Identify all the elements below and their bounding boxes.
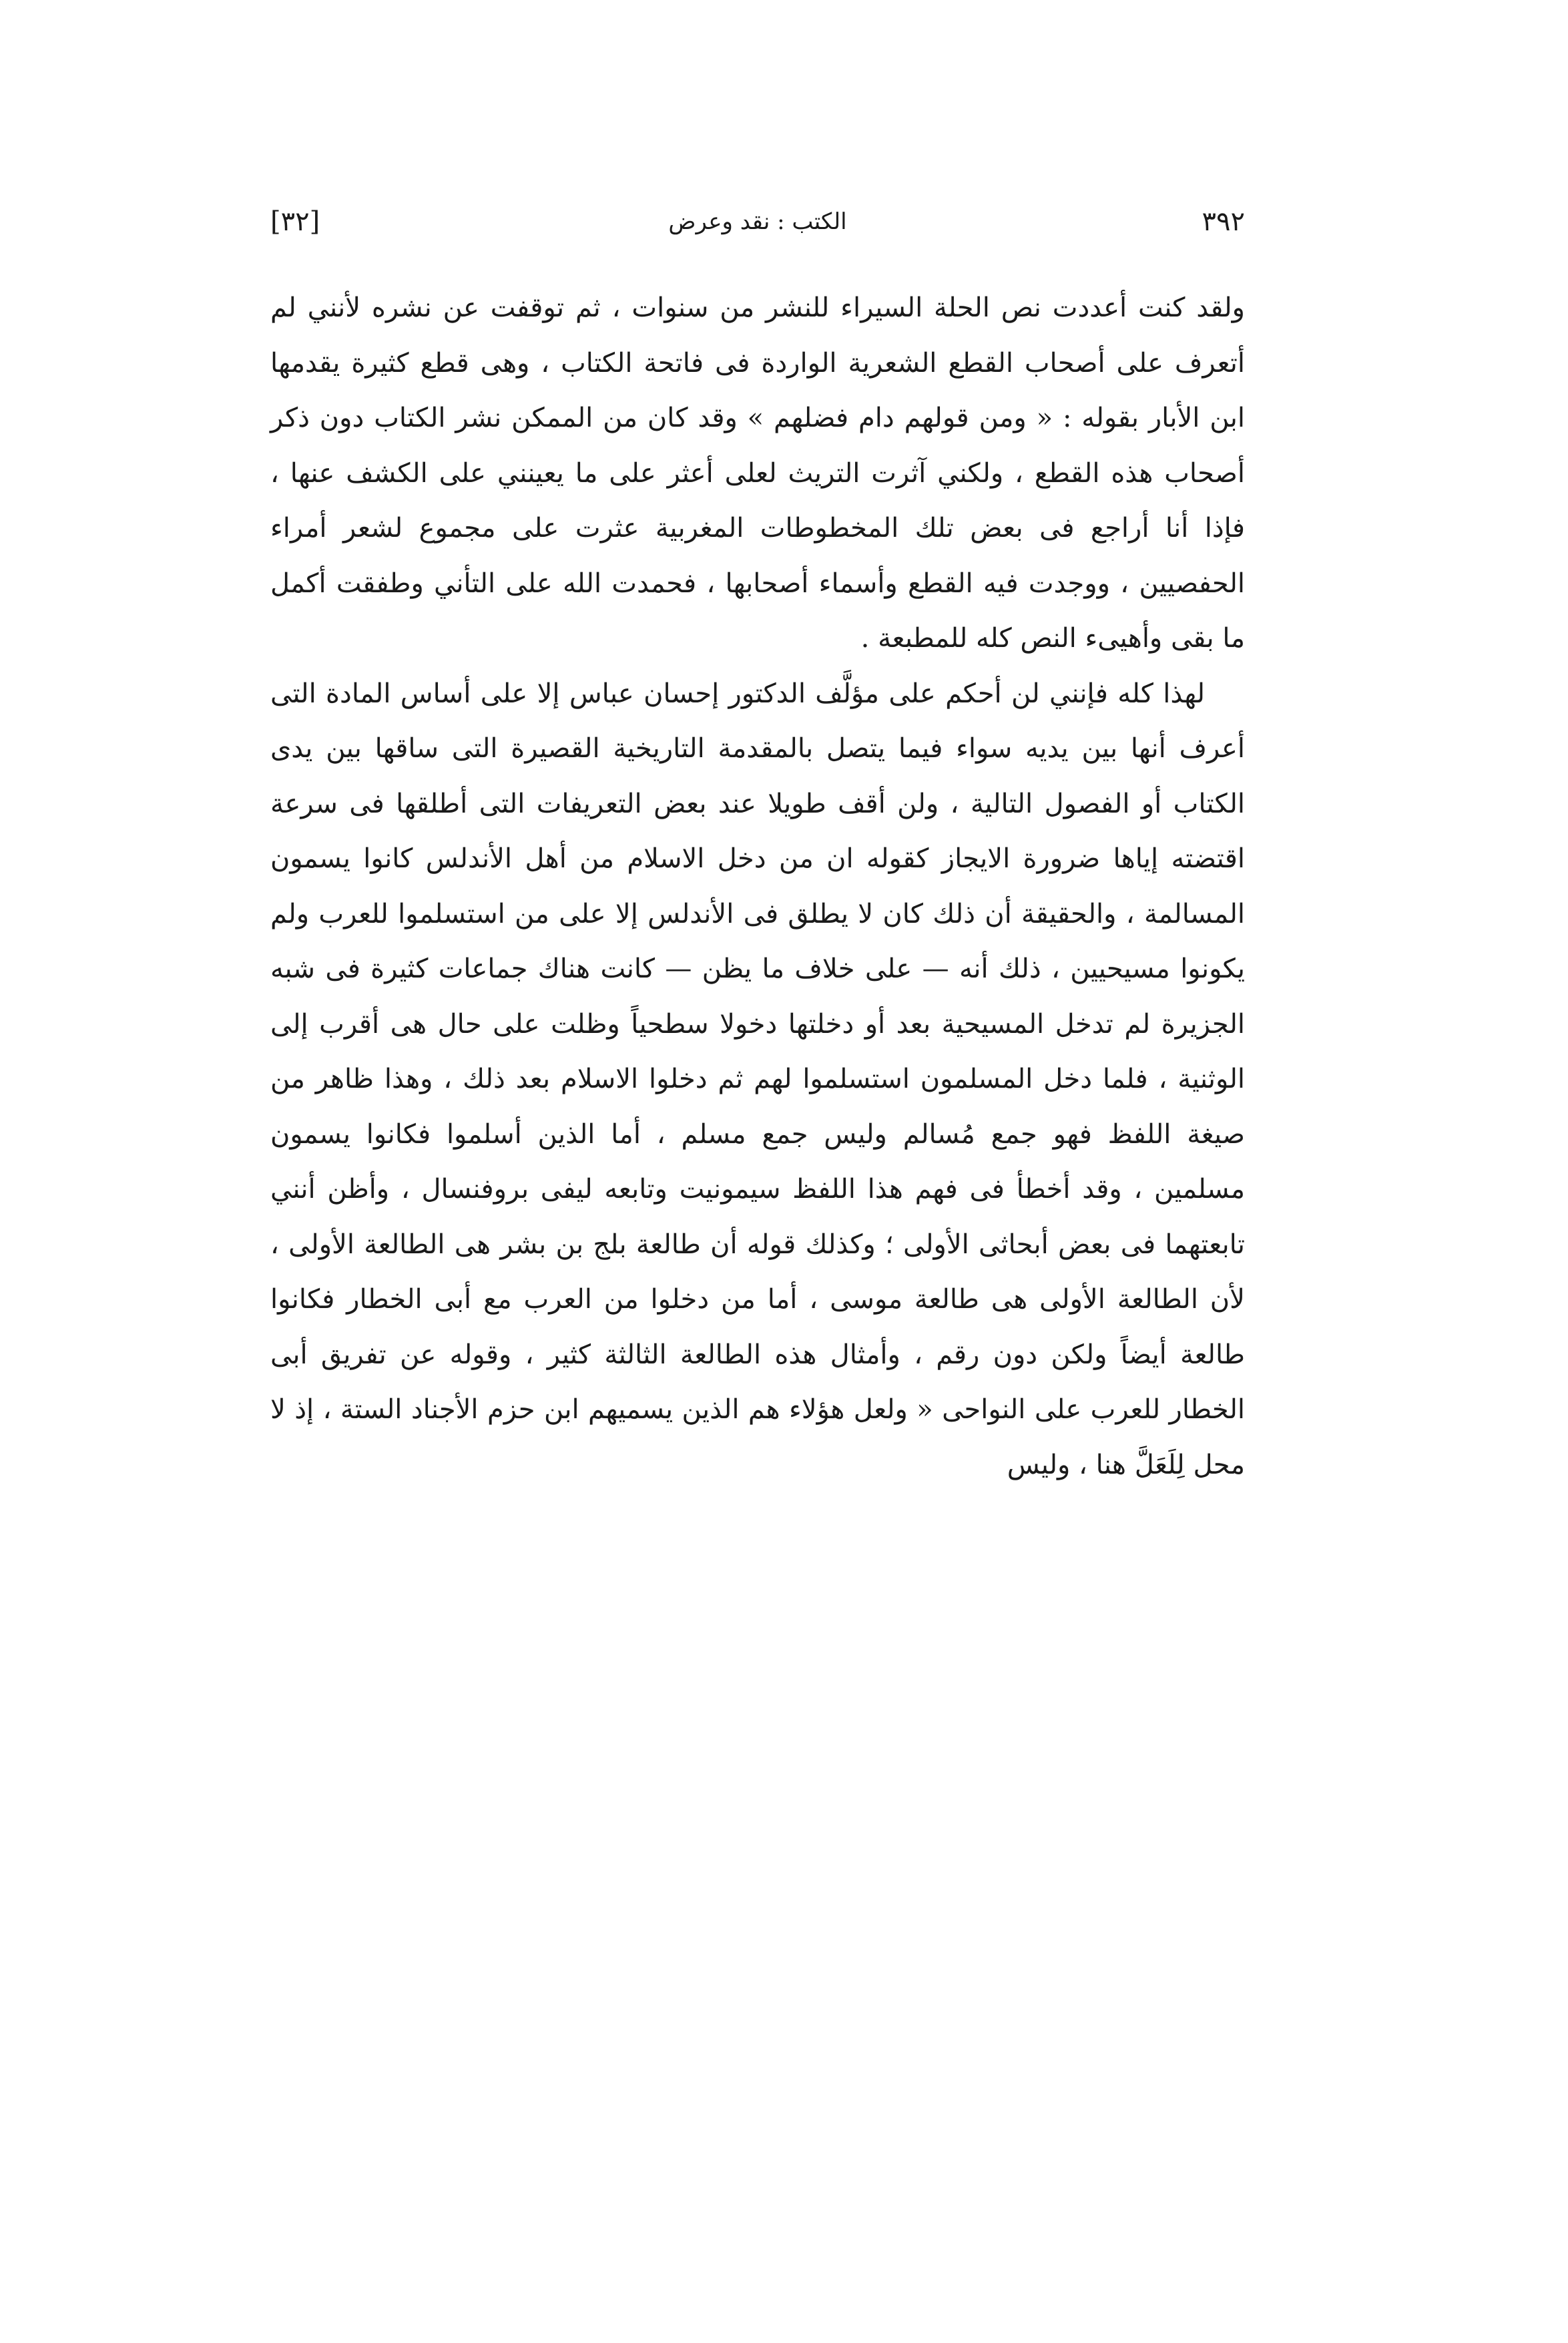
page-header	[270, 202, 1245, 242]
section-marker: [٣٢]	[270, 206, 320, 237]
page-number: ٣٩٢	[1202, 206, 1245, 237]
running-title: الكتب : نقد وعرض	[668, 208, 847, 235]
paragraph: ولقد كنت أعددت نص الحلة السيراء للنشر من سنوات ، ثم توقفت عن نشره لأنني لم أتعرف على أصحاب القطع الشعرية الواردة فى فاتحة الكتاب ، وهى قطع كثيرة يقدمها ابن الأبار بقوله : « ومن قولهم دام فضلهم » وقد كان من الممكن نشر الكتاب دون ذكر أصحاب هذه القطع ، ولكني آثرت التريث لعلى أعثر على ما يعينني على الكشف عنها ، فإذا أنا أراجع فى بعض تلك المخطوطات المغربية عثرت على مجموع لشعر أمراء الحفصيين ، ووجدت فيه القطع وأسماء أصحابها ، فحمدت الله على التأني وطفقت أكمل ما بقى وأهيىء النص كله للمطبعة .	[270, 292, 1245, 654]
paragraph: لهذا كله فإنني لن أحكم على مؤلَّف الدكتور إحسان عباس إلا على أساس المادة التى أعرف أنها بين يديه سواء فيما يتصل بالمقدمة التاريخية القصيرة التى ساقها بين يدى الكتاب أو الفصول التالية ، ولن أقف طويلا عند بعض التعريفات التى أطلقها فى سرعة اقتضته إياها ضرورة الايجاز كقوله ان من دخل الاسلام من أهل الأندلس كانوا يسمون المسالمة ، والحقيقة أن ذلك كان لا يطلق فى الأندلس إلا على من استسلموا للعرب ولم يكونوا مسيحيين ، ذلك أنه — على خلاف ما يظن — كانت هناك جماعات كثيرة فى شبه الجزيرة لم تدخل المسيحية بعد أو دخلتها دخولا سطحياً وظلت على حال هى أقرب إلى الوثنية ، فلما دخل المسلمون استسلموا لهم ثم دخلوا الاسلام بعد ذلك ، وهذا ظاهر من صيغة اللفظ فهو جمع مُسالم وليس جمع مسلم ، أما الذين أسلموا فكانوا يسمون مسلمين ، وقد أخطأ فى فهم هذا اللفظ سيمونيت وتابعه ليفى بروفنسال ، وأظن أنني تابعتهما فى بعض أبحاثى الأولى ؛ وكذلك قوله أن طالعة بلج بن بشر هى الطالعة الأولى ، لأن الطالعة الأولى هى طالعة موسى ، أما من دخلوا من العرب مع أبى الخطار فكانوا طالعة أيضاً ولكن دون رقم ، وأمثال هذه الطالعة الثالثة كثير ، وقوله عن تفريق أبى الخطار للعرب على النواحى « ولعل هؤلاء هم الذين يسميهم ابن حزم الأجناد الستة ، إذ لا محل لِلَعَلَّ هنا ، وليس	[270, 678, 1245, 1480]
body-text	[270, 280, 1245, 1492]
